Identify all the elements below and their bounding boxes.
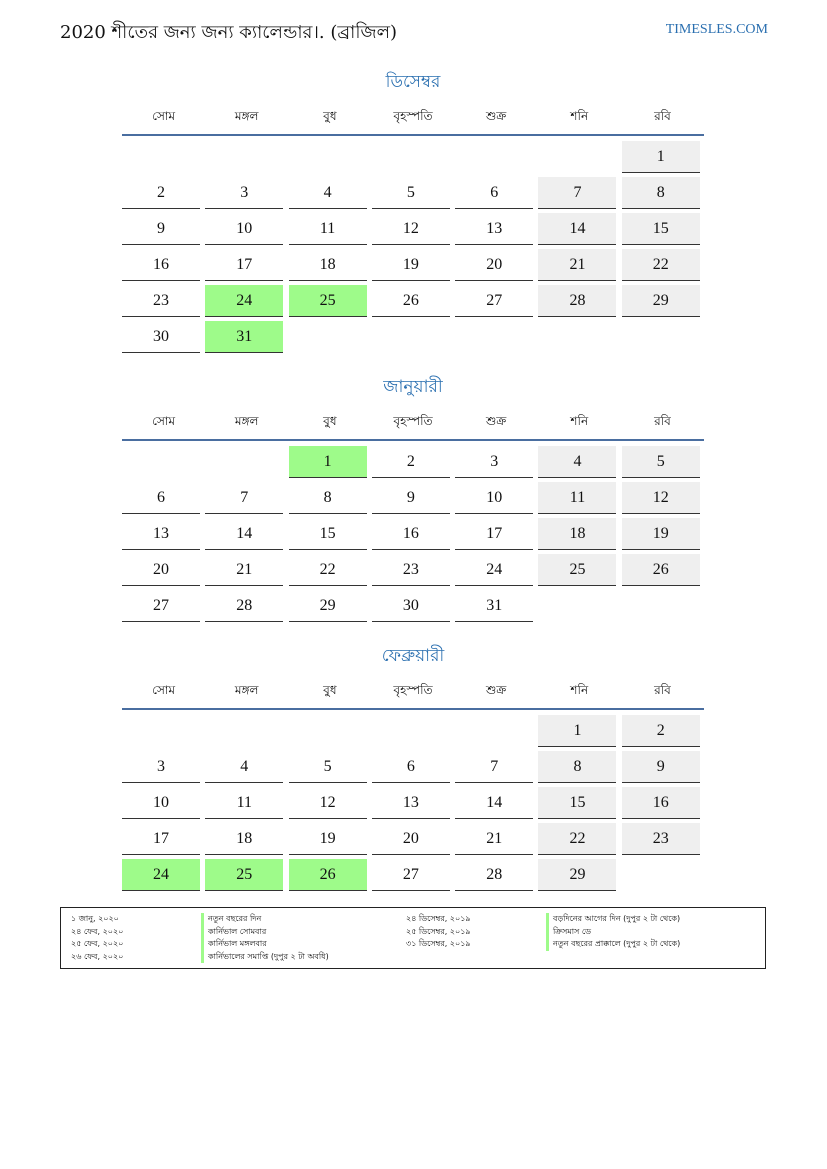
- day-cell[interactable]: 4: [205, 751, 283, 783]
- day-cell[interactable]: 29: [622, 285, 700, 317]
- day-cell[interactable]: 24: [205, 285, 283, 317]
- weekday-label: বৃহস্পতি: [393, 683, 433, 697]
- legend-date: ২৫ ডিসেম্বর, ২০১৯: [406, 926, 471, 936]
- weekday-label: মঙ্গল: [234, 109, 259, 123]
- day-cell[interactable]: 26: [622, 554, 700, 586]
- day-cell[interactable]: 21: [205, 554, 283, 586]
- day-cell[interactable]: 3: [455, 446, 533, 478]
- day-cell[interactable]: 5: [372, 177, 450, 209]
- day-cell[interactable]: 3: [205, 177, 283, 209]
- day-cell[interactable]: 13: [455, 213, 533, 245]
- day-cell[interactable]: 1: [622, 141, 700, 173]
- weekday-label: সোম: [152, 109, 176, 123]
- day-cell[interactable]: 15: [538, 787, 616, 819]
- empty-cell: [205, 446, 283, 477]
- legend-holiday-name: নতুন বছরের দিন: [201, 913, 329, 926]
- weekday-header: [122, 108, 704, 136]
- month-title: জানুয়ারী: [383, 377, 443, 397]
- legend-holiday-name: বড়দিনের আগের দিন (দুপুর ২ টা থেকে): [546, 913, 680, 926]
- day-cell[interactable]: 25: [289, 285, 367, 317]
- day-cell[interactable]: 29: [538, 859, 616, 891]
- day-cell[interactable]: 16: [372, 518, 450, 550]
- day-cell[interactable]: 21: [538, 249, 616, 281]
- day-cell[interactable]: 17: [122, 823, 200, 855]
- weekday-label: শনি: [570, 683, 589, 697]
- day-cell[interactable]: 7: [205, 482, 283, 514]
- day-cell[interactable]: 8: [289, 482, 367, 514]
- legend-date: ২৪ ডিসেম্বর, ২০১৯: [406, 914, 471, 923]
- day-cell[interactable]: 12: [372, 213, 450, 245]
- weekday-label: শুক্র: [485, 109, 507, 123]
- day-cell[interactable]: 9: [372, 482, 450, 514]
- day-cell[interactable]: 17: [455, 518, 533, 550]
- day-cell[interactable]: 3: [122, 751, 200, 783]
- day-cell[interactable]: 11: [289, 213, 367, 245]
- day-cell[interactable]: 15: [622, 213, 700, 245]
- weekday-header: [122, 682, 704, 710]
- day-cell[interactable]: 10: [122, 787, 200, 819]
- empty-cell: [205, 141, 283, 172]
- day-cell[interactable]: 4: [289, 177, 367, 209]
- empty-cell: [122, 141, 200, 172]
- weekday-label: রবি: [654, 414, 671, 428]
- day-cell[interactable]: 23: [372, 554, 450, 586]
- day-cell[interactable]: 4: [538, 446, 616, 478]
- day-grid: [122, 446, 704, 622]
- empty-cell: [455, 141, 533, 172]
- weekday-label: বুধ: [323, 683, 337, 697]
- day-cell[interactable]: 1: [289, 446, 367, 478]
- day-cell[interactable]: 14: [455, 787, 533, 819]
- day-cell[interactable]: 6: [122, 482, 200, 514]
- weekday-label: শুক্র: [485, 683, 507, 697]
- day-cell[interactable]: 5: [622, 446, 700, 478]
- day-cell[interactable]: 14: [538, 213, 616, 245]
- day-cell[interactable]: 11: [205, 787, 283, 819]
- day-cell[interactable]: 18: [205, 823, 283, 855]
- day-cell[interactable]: 17: [205, 249, 283, 281]
- day-cell[interactable]: 19: [622, 518, 700, 550]
- day-cell[interactable]: 26: [372, 285, 450, 317]
- page-title: 2020 শীতের জন্য জন্য ক্যালেন্ডার।. (ব্রাজিল): [60, 22, 398, 43]
- day-cell[interactable]: 2: [122, 177, 200, 209]
- day-cell[interactable]: 28: [455, 859, 533, 891]
- legend-holiday-name: ক্রিসমাস ডে: [546, 926, 680, 939]
- empty-cell: [455, 715, 533, 746]
- month-title: ডিসেম্বর: [385, 72, 441, 92]
- day-cell[interactable]: 2: [622, 715, 700, 747]
- legend-holiday-name: কার্নিভাল মঙ্গলবার: [201, 938, 329, 951]
- day-cell[interactable]: 8: [622, 177, 700, 209]
- day-cell[interactable]: 1: [538, 715, 616, 747]
- site-link[interactable]: TIMESLES.COM: [665, 22, 768, 37]
- weekday-label: সোম: [152, 414, 176, 428]
- day-cell[interactable]: 31: [455, 590, 533, 622]
- day-cell[interactable]: 12: [289, 787, 367, 819]
- day-cell[interactable]: 2: [372, 446, 450, 478]
- day-cell[interactable]: 9: [122, 213, 200, 245]
- month-january: [122, 375, 704, 622]
- day-cell[interactable]: 30: [122, 321, 200, 353]
- weekday-label: বুধ: [323, 109, 337, 123]
- day-cell[interactable]: 27: [122, 590, 200, 622]
- day-cell[interactable]: 23: [122, 285, 200, 317]
- day-cell[interactable]: 25: [205, 859, 283, 891]
- empty-cell: [372, 715, 450, 746]
- day-cell[interactable]: 29: [289, 590, 367, 622]
- day-cell[interactable]: 24: [455, 554, 533, 586]
- day-cell[interactable]: 14: [205, 518, 283, 550]
- day-cell[interactable]: 13: [372, 787, 450, 819]
- day-cell[interactable]: 16: [622, 787, 700, 819]
- legend-date: ৩১ ডিসেম্বর, ২০১৯: [406, 939, 471, 948]
- day-cell[interactable]: 28: [205, 590, 283, 622]
- day-cell[interactable]: 13: [122, 518, 200, 550]
- day-cell[interactable]: 7: [538, 177, 616, 209]
- weekday-label: বৃহস্পতি: [393, 109, 433, 123]
- day-cell[interactable]: 15: [289, 518, 367, 550]
- month-title: ফেব্রুয়ারী: [381, 646, 445, 666]
- legend-date: ২৬ ফেব, ২০২০: [71, 951, 124, 961]
- weekday-label: মঙ্গল: [234, 414, 259, 428]
- day-cell[interactable]: 26: [289, 859, 367, 891]
- empty-cell: [122, 715, 200, 746]
- day-cell[interactable]: 8: [538, 751, 616, 783]
- day-cell[interactable]: 20: [372, 823, 450, 855]
- weekday-label: শুক্র: [485, 414, 507, 428]
- month-february: [122, 644, 704, 891]
- weekday-header: [122, 413, 704, 441]
- day-grid: [122, 715, 704, 891]
- day-cell[interactable]: 6: [455, 177, 533, 209]
- day-cell[interactable]: 5: [289, 751, 367, 783]
- weekday-label: রবি: [654, 683, 671, 697]
- day-cell[interactable]: 27: [372, 859, 450, 891]
- weekday-label: রবি: [654, 109, 671, 123]
- day-cell[interactable]: 19: [289, 823, 367, 855]
- legend-holiday-name: কার্নিভালের সমাপ্তি (দুপুর ২ টা অবধি): [201, 951, 329, 964]
- day-cell[interactable]: 6: [372, 751, 450, 783]
- empty-cell: [538, 141, 616, 172]
- day-cell[interactable]: 23: [622, 823, 700, 855]
- day-cell[interactable]: 7: [455, 751, 533, 783]
- day-cell[interactable]: 22: [622, 249, 700, 281]
- day-cell[interactable]: 21: [455, 823, 533, 855]
- day-cell[interactable]: 22: [289, 554, 367, 586]
- day-cell[interactable]: 22: [538, 823, 616, 855]
- legend-date: ২৫ ফেব, ২০২০: [71, 939, 124, 948]
- weekday-label: বুধ: [323, 414, 337, 428]
- legend-holiday-name: নতুন বছরের প্রাক্কালে (দুপুর ২ টা থেকে): [546, 938, 680, 951]
- day-cell[interactable]: 27: [455, 285, 533, 317]
- day-cell[interactable]: 25: [538, 554, 616, 586]
- empty-cell: [122, 446, 200, 477]
- weekday-label: সোম: [152, 683, 176, 697]
- month-december: [122, 70, 704, 353]
- empty-cell: [205, 715, 283, 746]
- weekday-label: বৃহস্পতি: [393, 414, 433, 428]
- legend-date: ১ জানু, ২০২০: [71, 914, 119, 923]
- day-grid: [122, 141, 704, 353]
- day-cell[interactable]: 9: [622, 751, 700, 783]
- day-cell[interactable]: 30: [372, 590, 450, 622]
- day-cell[interactable]: 11: [538, 482, 616, 514]
- legend-date: ২৪ ফেব, ২০২০: [71, 926, 124, 936]
- empty-cell: [289, 141, 367, 172]
- day-cell[interactable]: 18: [538, 518, 616, 550]
- day-cell[interactable]: 12: [622, 482, 700, 514]
- weekday-label: শনি: [570, 109, 589, 123]
- weekday-label: মঙ্গল: [234, 683, 259, 697]
- empty-cell: [372, 141, 450, 172]
- day-cell[interactable]: 16: [122, 249, 200, 281]
- holiday-legend: [60, 907, 766, 969]
- empty-cell: [289, 715, 367, 746]
- weekday-label: শনি: [570, 414, 589, 428]
- day-cell[interactable]: 31: [205, 321, 283, 353]
- legend-holiday-name: কার্নিভাল সোমবার: [201, 926, 329, 939]
- day-cell[interactable]: 10: [205, 213, 283, 245]
- day-cell[interactable]: 24: [122, 859, 200, 891]
- day-cell[interactable]: 28: [538, 285, 616, 317]
- day-cell[interactable]: 19: [372, 249, 450, 281]
- day-cell[interactable]: 20: [455, 249, 533, 281]
- day-cell[interactable]: 18: [289, 249, 367, 281]
- day-cell[interactable]: 10: [455, 482, 533, 514]
- day-cell[interactable]: 20: [122, 554, 200, 586]
